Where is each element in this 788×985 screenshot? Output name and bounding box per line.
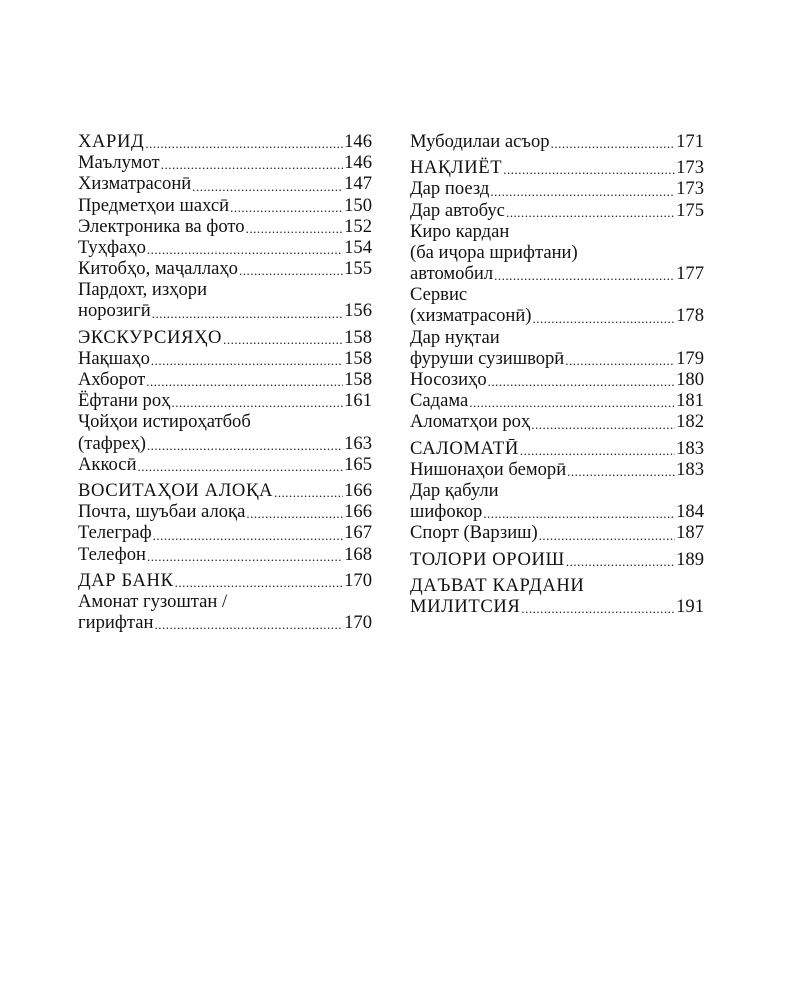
toc-entry-label: Дар қабули bbox=[410, 479, 499, 501]
toc-entry bbox=[78, 195, 372, 216]
toc-entry bbox=[410, 501, 704, 522]
toc-entry-label: фуруши сузишворӣ bbox=[410, 347, 565, 369]
toc-entry-label: Пардохт, изҳори bbox=[78, 279, 208, 301]
toc-page-number: 180 bbox=[676, 369, 704, 391]
toc-page-number: 170 bbox=[344, 612, 372, 634]
toc-page-number: 177 bbox=[676, 263, 704, 285]
toc-heading-entry bbox=[410, 438, 704, 459]
toc-entry-label: ДАР БАНК bbox=[78, 569, 174, 591]
toc-dot-leader bbox=[147, 242, 343, 258]
toc-section bbox=[410, 438, 704, 544]
toc-page-number: 146 bbox=[344, 130, 372, 152]
toc-dot-leader bbox=[223, 332, 343, 348]
toc-entry bbox=[410, 480, 704, 501]
toc-dot-leader bbox=[551, 136, 676, 152]
toc-entry bbox=[78, 411, 372, 432]
toc-entry-label: гирифтан bbox=[78, 612, 154, 634]
toc-dot-leader bbox=[147, 549, 343, 565]
toc-page-number: 179 bbox=[676, 347, 704, 369]
toc-dot-leader bbox=[161, 157, 343, 173]
toc-entry-label: автомобил bbox=[410, 263, 494, 285]
toc-entry-label: Хизматрасонӣ bbox=[78, 173, 192, 195]
toc-page-number: 191 bbox=[676, 595, 704, 617]
toc-page-number: 175 bbox=[676, 199, 704, 221]
toc-entry-label: Мубодилаи асъор bbox=[410, 130, 550, 152]
toc-dot-leader bbox=[490, 184, 675, 200]
toc-dot-leader bbox=[175, 575, 344, 591]
toc-page-number: 183 bbox=[676, 437, 704, 459]
toc-entry-label: Почта, шуъбаи алоқа bbox=[78, 501, 246, 523]
toc-entry bbox=[410, 131, 704, 152]
toc-entry bbox=[78, 522, 372, 543]
toc-dot-leader bbox=[506, 205, 675, 221]
toc-entry bbox=[410, 390, 704, 411]
toc-entry-label: Ахборот bbox=[78, 369, 146, 391]
toc-entry-label: Туҳфаҳо bbox=[78, 236, 146, 258]
toc-entry bbox=[78, 544, 372, 565]
toc-entry bbox=[410, 221, 704, 242]
toc-page-number: 181 bbox=[676, 390, 704, 412]
toc-entry bbox=[78, 390, 372, 411]
toc-dot-leader bbox=[230, 200, 343, 216]
toc-page-number: 150 bbox=[344, 194, 372, 216]
toc-page-number: 166 bbox=[344, 501, 372, 523]
toc-heading-entry bbox=[78, 480, 372, 501]
toc-dot-leader bbox=[503, 162, 675, 178]
toc-dot-leader bbox=[469, 395, 675, 411]
toc-dot-leader bbox=[521, 601, 675, 617]
toc-page-number: 178 bbox=[676, 305, 704, 327]
toc-entry-label: Аккосӣ bbox=[78, 453, 137, 475]
toc-entry bbox=[410, 348, 704, 369]
toc-entry-label: Нақшаҳо bbox=[78, 347, 150, 369]
toc-entry bbox=[78, 612, 372, 633]
toc-dot-leader bbox=[274, 485, 343, 501]
toc-dot-leader bbox=[153, 528, 343, 544]
toc-entry-label: САЛОМАТӢ bbox=[410, 437, 519, 459]
toc-entry bbox=[78, 501, 372, 522]
toc-dot-leader bbox=[532, 311, 675, 327]
toc-entry-label: Ҷойҳои истироҳатбоб bbox=[78, 411, 251, 433]
toc-dot-leader bbox=[146, 374, 343, 390]
toc-dot-leader bbox=[246, 506, 343, 522]
toc-entry-label: ДАЪВАТ КАРДАНИ bbox=[410, 574, 585, 596]
toc-entry bbox=[78, 301, 372, 322]
toc-entry-label: НАҚЛИЁТ bbox=[410, 157, 503, 179]
toc-page-number: 171 bbox=[676, 130, 704, 152]
toc-dot-leader bbox=[520, 443, 675, 459]
toc-entry bbox=[78, 152, 372, 173]
toc-entry bbox=[78, 454, 372, 475]
toc-page-number: 166 bbox=[344, 479, 372, 501]
toc-page-number: 184 bbox=[676, 501, 704, 523]
toc-dot-leader bbox=[171, 395, 343, 411]
toc-page-number: 168 bbox=[344, 543, 372, 565]
toc-entry bbox=[78, 237, 372, 258]
toc-dot-leader bbox=[145, 136, 343, 152]
toc-dot-leader bbox=[154, 617, 343, 633]
toc-page-number: 167 bbox=[344, 522, 372, 544]
toc-entry-label: (тафреҳ) bbox=[78, 432, 146, 454]
toc-entry bbox=[410, 411, 704, 432]
toc-dot-leader bbox=[151, 353, 343, 369]
toc-page-number: 147 bbox=[344, 173, 372, 195]
toc-entry-label: Амонат гузоштан / bbox=[78, 590, 228, 612]
toc-dot-leader bbox=[192, 179, 343, 195]
toc-entry-label: Дар поезд bbox=[410, 178, 490, 200]
toc-page-number: 154 bbox=[344, 236, 372, 258]
toc-heading-entry bbox=[410, 596, 704, 617]
toc-entry-label: Предметҳои шахсӣ bbox=[78, 194, 230, 216]
toc-entry-label: норозигӣ bbox=[78, 300, 151, 322]
toc-entry bbox=[78, 258, 372, 279]
toc-entry bbox=[410, 306, 704, 327]
toc-entry-label: Китобҳо, маҷаллаҳо bbox=[78, 258, 238, 280]
toc-page-number: 155 bbox=[344, 258, 372, 280]
toc-dot-leader bbox=[567, 464, 675, 480]
toc-dot-leader bbox=[147, 438, 343, 454]
toc-dot-leader bbox=[246, 221, 344, 237]
toc-entry-label: (хизматрасонӣ) bbox=[410, 305, 532, 327]
toc-page-number: 189 bbox=[676, 548, 704, 570]
toc-entry bbox=[410, 200, 704, 221]
toc-heading-entry bbox=[410, 575, 704, 596]
toc-dot-leader bbox=[152, 306, 343, 322]
toc-entry bbox=[410, 178, 704, 199]
toc-entry-label: Маълумот bbox=[78, 152, 160, 174]
toc-dot-leader bbox=[565, 353, 675, 369]
toc-page-number: 158 bbox=[344, 326, 372, 348]
toc-entry-label: ХАРИД bbox=[78, 130, 145, 152]
toc-page-number: 146 bbox=[344, 152, 372, 174]
toc-entry bbox=[410, 369, 704, 390]
toc-dot-leader bbox=[239, 263, 343, 279]
toc-entry bbox=[410, 459, 704, 480]
toc-entry-label: Ёфтани роҳ bbox=[78, 390, 171, 412]
toc-dot-leader bbox=[566, 554, 675, 570]
toc-heading-entry bbox=[410, 157, 704, 178]
toc-heading-entry bbox=[78, 327, 372, 348]
toc-section bbox=[78, 570, 372, 634]
toc-entry bbox=[410, 522, 704, 543]
toc-entry bbox=[410, 327, 704, 348]
toc-entry-label: Дар нуқтаи bbox=[410, 326, 500, 348]
toc-entry bbox=[78, 279, 372, 300]
toc-entry-label: Сервис bbox=[410, 284, 468, 306]
toc-section bbox=[78, 480, 372, 565]
toc-dot-leader bbox=[539, 528, 675, 544]
toc-entry-label: ЭКСКУРСИЯҲО bbox=[78, 326, 223, 348]
toc-section bbox=[410, 549, 704, 570]
toc-entry-label: Телефон bbox=[78, 543, 146, 565]
toc-heading-entry bbox=[78, 570, 372, 591]
toc-dot-leader bbox=[531, 417, 675, 433]
toc-entry-label: ВОСИТАҲОИ АЛОҚА bbox=[78, 479, 273, 501]
toc-entry bbox=[78, 433, 372, 454]
toc-dot-leader bbox=[494, 268, 675, 284]
toc-page-number: 182 bbox=[676, 411, 704, 433]
toc-page-number: 173 bbox=[676, 157, 704, 179]
toc-entry-label: Носозиҳо bbox=[410, 369, 487, 391]
toc-section bbox=[410, 575, 704, 617]
toc-heading-entry bbox=[410, 549, 704, 570]
toc-entry bbox=[78, 216, 372, 237]
toc-page-number: 183 bbox=[676, 458, 704, 480]
toc-entry-label: ТОЛОРИ ОРОИШ bbox=[410, 548, 565, 570]
toc-section bbox=[410, 131, 704, 152]
toc-entry bbox=[78, 348, 372, 369]
toc-entry-label: Киро кардан bbox=[410, 220, 510, 242]
toc-column-left bbox=[78, 131, 372, 633]
toc-page-number: 163 bbox=[344, 432, 372, 454]
toc-entry-label: Нишонаҳои беморӣ bbox=[410, 458, 567, 480]
toc-dot-leader bbox=[488, 374, 675, 390]
toc-entry bbox=[78, 173, 372, 194]
toc-page-number: 187 bbox=[676, 522, 704, 544]
toc-dot-leader bbox=[483, 506, 675, 522]
toc-page-number: 156 bbox=[344, 300, 372, 322]
toc-section bbox=[78, 131, 372, 322]
toc-entry-label: Электроника ва фото bbox=[78, 215, 245, 237]
toc-entry bbox=[78, 591, 372, 612]
toc-entry-label: шифокор bbox=[410, 501, 483, 523]
toc-section bbox=[78, 327, 372, 475]
toc-entry bbox=[410, 263, 704, 284]
toc-entry-label: Спорт (Варзиш) bbox=[410, 522, 538, 544]
toc-page-number: 158 bbox=[344, 347, 372, 369]
toc-entry-label: (ба иҷора шрифтани) bbox=[410, 241, 578, 263]
toc-page-number: 170 bbox=[344, 569, 372, 591]
toc-page-number: 158 bbox=[344, 369, 372, 391]
toc-column-right bbox=[410, 131, 704, 617]
toc-heading-entry bbox=[78, 131, 372, 152]
toc-entry-label: МИЛИТСИЯ bbox=[410, 595, 521, 617]
toc-entry-label: Садама bbox=[410, 390, 469, 412]
toc-entry bbox=[78, 369, 372, 390]
toc-page-number: 161 bbox=[344, 390, 372, 412]
toc-page-number: 152 bbox=[344, 215, 372, 237]
toc-section bbox=[410, 157, 704, 432]
toc-entry-label: Аломатҳои роҳ bbox=[410, 411, 531, 433]
toc-entry bbox=[410, 284, 704, 305]
toc-entry-label: Дар автобус bbox=[410, 199, 505, 221]
toc-entry-label: Телеграф bbox=[78, 522, 152, 544]
toc-page-number: 173 bbox=[676, 178, 704, 200]
toc-dot-leader bbox=[138, 459, 344, 475]
toc-entry bbox=[410, 242, 704, 263]
toc-page-number: 165 bbox=[344, 453, 372, 475]
